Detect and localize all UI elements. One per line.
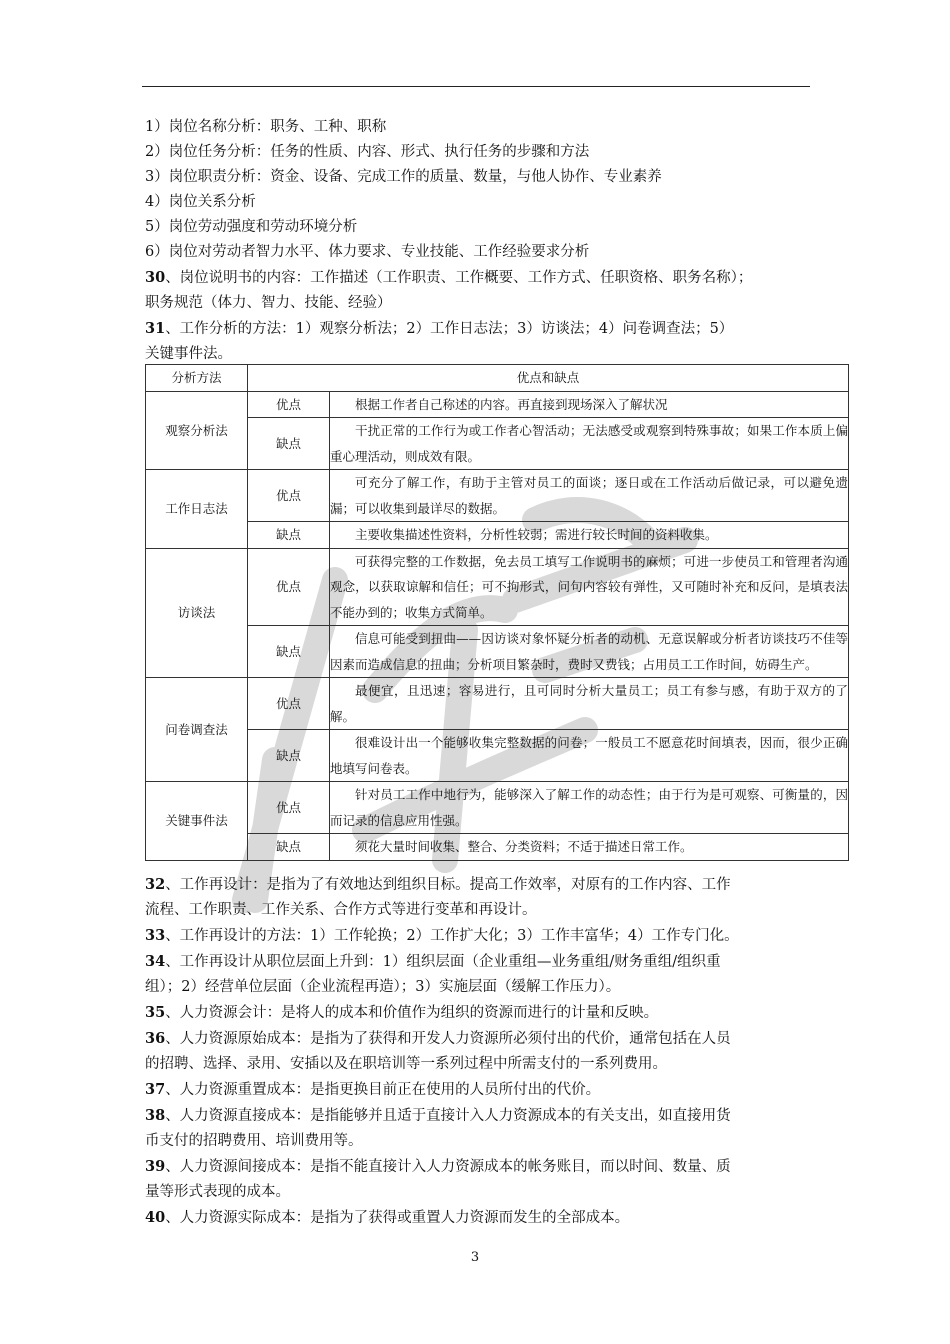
intro-item-6: 6）岗位对劳动者智力水平、体力要求、专业技能、工作经验要求分析: [145, 244, 590, 260]
con-text: 干扰正常的工作行为或工作者心智活动；无法感受或观察到特殊事故；如果工作本质上偏重心理活动，则成效有限。: [330, 418, 849, 470]
item-37-number: 37: [145, 1081, 166, 1098]
item-36-cont: 的招聘、选择、录用、安插以及在职培训等一系列过程中所需支付的一系列费用。: [145, 1056, 667, 1072]
item-39: [145, 1154, 813, 1180]
header-pros-cons: 优点和缺点: [248, 365, 849, 392]
table-row: [146, 391, 849, 418]
table-row: [146, 730, 849, 782]
pro-text: 可获得完整的工作数据，免去员工填写工作说明书的麻烦；可进一步使员工和管理者沟通观念，以获取谅解和信任；可不拘形式，问句内容较有弹性，又可随时补充和反问，是填表法不能办到的；收集方式简单。: [330, 548, 849, 626]
item-39-cont: 量等形式表现的成本。: [145, 1184, 290, 1200]
item-40-text: 、人力资源实际成本：是指为了获得或重置人力资源而发生的全部成本。: [165, 1210, 630, 1226]
con-label: 缺点: [248, 626, 330, 678]
item-30-text: 、岗位说明书的内容：工作描述（工作职责、工作概要、工作方式、任职资格、职务名称）；: [165, 270, 753, 286]
con-label: 缺点: [248, 730, 330, 782]
item-31: [145, 316, 813, 342]
item-31-cont: 关键事件法。: [145, 346, 232, 362]
item-38-cont: 币支付的招聘费用、培训费用等。: [145, 1133, 363, 1149]
con-label: 缺点: [248, 522, 330, 549]
item-32: [145, 872, 813, 898]
item-30: [145, 265, 813, 291]
page-number: 3: [470, 1250, 480, 1265]
table-header-row: [146, 365, 849, 392]
table-row: [146, 626, 849, 678]
header-method: 分析方法: [146, 365, 248, 392]
item-36-text: 、人力资源原始成本：是指为了获得和开发人力资源所必须付出的代价，通常包括在人员: [165, 1031, 731, 1047]
pro-text: 针对员工工作中地行为，能够深入了解工作的动态性；由于行为是可观察、可衡量的，因而记录的信息应用性强。: [330, 782, 849, 834]
table-row: [146, 678, 849, 730]
item-33-number: 33: [145, 927, 166, 944]
intro-item-5: 5）岗位劳动强度和劳动环境分析: [145, 219, 358, 235]
intro-item-1: 1）岗位名称分析：职务、工种、职称: [145, 119, 387, 135]
analysis-methods-table: [145, 364, 849, 861]
item-32-text: 、工作再设计：是指为了有效地达到组织目标。提高工作效率，对原有的工作内容、工作: [165, 877, 731, 893]
item-33: [145, 923, 813, 949]
item-34: [145, 949, 813, 975]
item-30-number: 30: [145, 269, 166, 286]
pro-label: 优点: [248, 782, 330, 834]
method-name: 访谈法: [146, 548, 248, 678]
intro-section: [145, 115, 813, 367]
method-name: 关键事件法: [146, 782, 248, 861]
intro-item-3: 3）岗位职责分析：资金、设备、完成工作的质量、数量，与他人协作、专业素养: [145, 169, 662, 185]
pro-label: 优点: [248, 678, 330, 730]
item-32-number: 32: [145, 876, 166, 893]
con-label: 缺点: [248, 834, 330, 861]
intro-item-4: 4）岗位关系分析: [145, 194, 256, 210]
table-row: [146, 522, 849, 549]
intro-item-2: 2）岗位任务分析：任务的性质、内容、形式、执行任务的步骤和方法: [145, 144, 590, 160]
item-36: [145, 1026, 813, 1052]
item-31-number: 31: [145, 320, 166, 337]
item-35: [145, 1000, 813, 1026]
item-31-text: 、工作分析的方法：1）观察分析法；2）工作日志法；3）访谈法；4）问卷调查法；5）: [165, 321, 734, 337]
item-40-number: 40: [145, 1209, 166, 1226]
item-36-number: 36: [145, 1030, 166, 1047]
table-row: [146, 782, 849, 834]
pro-label: 优点: [248, 470, 330, 522]
table-row: [146, 834, 849, 861]
item-35-text: 、人力资源会计：是将人的成本和价值作为组织的资源而进行的计量和反映。: [165, 1005, 659, 1021]
item-38: [145, 1103, 813, 1129]
pro-label: 优点: [248, 548, 330, 626]
item-37-text: 、人力资源重置成本：是指更换目前正在使用的人员所付出的代价。: [165, 1082, 601, 1098]
pro-text: 最便宜，且迅速；容易进行，且可同时分析大量员工；员工有参与感，有助于双方的了解。: [330, 678, 849, 730]
table-row: [146, 548, 849, 626]
items-section: [145, 872, 813, 1231]
item-34-number: 34: [145, 953, 166, 970]
item-35-number: 35: [145, 1004, 166, 1021]
table-row: [146, 418, 849, 470]
con-label: 缺点: [248, 418, 330, 470]
item-34-cont: 组）；2）经营单位层面（企业流程再造）；3）实施层面（缓解工作压力）。: [145, 979, 621, 995]
con-text: 很难设计出一个能够收集完整数据的问卷；一般员工不愿意花时间填表，因而，很少正确地填写问卷表。: [330, 730, 849, 782]
item-39-number: 39: [145, 1158, 166, 1175]
method-name: 工作日志法: [146, 470, 248, 549]
item-34-text: 、工作再设计从职位层面上升到：1）组织层面（企业重组—业务重组/财务重组/组织重: [165, 954, 721, 970]
item-30-cont: 职务规范（体力、智力、技能、经验）: [145, 295, 392, 311]
item-33-text: 、工作再设计的方法：1）工作轮换；2）工作扩大化；3）工作丰富华；4）工作专门化。: [165, 928, 739, 944]
item-38-number: 38: [145, 1107, 166, 1124]
item-38-text: 、人力资源直接成本：是指能够并且适于直接计入人力资源成本的有关支出，如直接用货: [165, 1108, 731, 1124]
item-40: [145, 1205, 813, 1231]
item-37: [145, 1077, 813, 1103]
table-row: [146, 470, 849, 522]
con-text: 须花大量时间收集、整合、分类资料；不适于描述日常工作。: [330, 834, 849, 861]
header-rule: [142, 86, 810, 87]
pro-text: 根据工作者自己称述的内容。再直接到现场深入了解状况: [330, 391, 849, 418]
item-32-cont: 流程、工作职责、工作关系、合作方式等进行变革和再设计。: [145, 902, 537, 918]
method-name: 问卷调查法: [146, 678, 248, 782]
method-name: 观察分析法: [146, 391, 248, 470]
pro-text: 可充分了解工作，有助于主管对员工的面谈；逐日或在工作活动后做记录，可以避免遗漏；可以收集到最详尽的数据。: [330, 470, 849, 522]
con-text: 主要收集描述性资料，分析性较弱；需进行较长时间的资料收集。: [330, 522, 849, 549]
item-39-text: 、人力资源间接成本：是指不能直接计入人力资源成本的帐务账目，而以时间、数量、质: [165, 1159, 731, 1175]
con-text: 信息可能受到扭曲——因访谈对象怀疑分析者的动机、无意误解或分析者访谈技巧不佳等因素而造成信息的扭曲；分析项目繁杂时，费时又费钱；占用员工工作时间，妨碍生产。: [330, 626, 849, 678]
pro-label: 优点: [248, 391, 330, 418]
